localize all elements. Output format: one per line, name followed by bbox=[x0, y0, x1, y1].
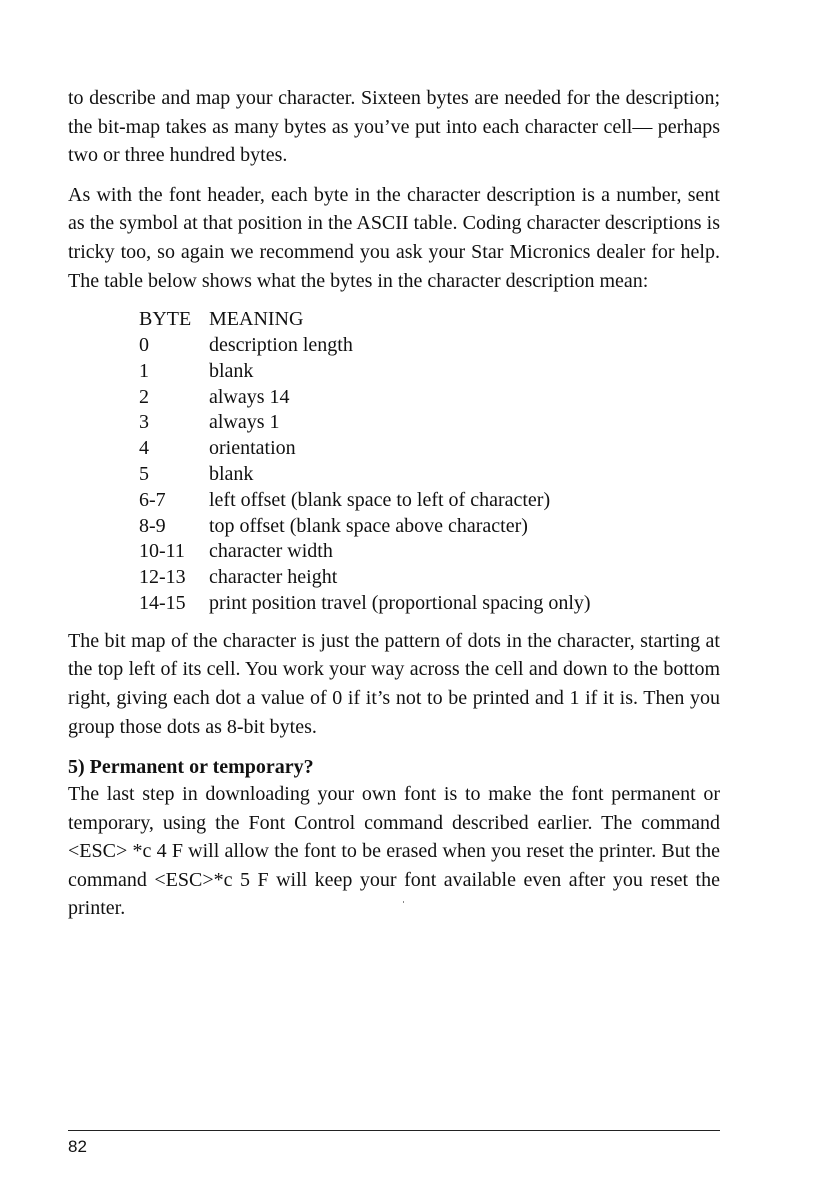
meaning-cell: description length bbox=[209, 333, 353, 356]
byte-cell: 2 bbox=[139, 385, 149, 408]
table-row bbox=[139, 462, 720, 488]
table-row bbox=[139, 539, 720, 565]
byte-cell: 0 bbox=[139, 333, 149, 356]
meaning-cell: always 1 bbox=[209, 411, 280, 434]
intro-paragraph: to describe and map your character. Sixteen bytes are needed for the description; the bit-map takes as many bytes as you’ve put into each character cell— perhaps two or three hundred bytes. bbox=[68, 87, 720, 167]
footer-rule bbox=[68, 1130, 720, 1131]
scan-speck bbox=[403, 901, 404, 903]
table-header bbox=[139, 307, 720, 333]
meaning-cell: character width bbox=[209, 540, 333, 563]
table-row bbox=[139, 333, 720, 359]
table-row bbox=[139, 514, 720, 540]
byte-cell: 5 bbox=[139, 462, 149, 485]
section-heading: 5) Permanent or temporary? bbox=[68, 756, 314, 779]
table-row bbox=[139, 385, 720, 411]
byte-cell: 10-11 bbox=[139, 540, 185, 563]
table-row bbox=[139, 410, 720, 436]
byte-cell: 3 bbox=[139, 411, 149, 434]
meaning-cell: blank bbox=[209, 462, 254, 485]
byte-cell: 12-13 bbox=[139, 566, 186, 589]
byte-column-header: BYTE bbox=[139, 308, 192, 331]
table-row bbox=[139, 591, 720, 617]
table-row bbox=[139, 565, 720, 591]
meaning-cell: blank bbox=[209, 359, 254, 382]
manual-page bbox=[68, 84, 720, 923]
byte-cell: 1 bbox=[139, 359, 149, 382]
permanent-paragraph: The last step in downloading your own font is to make the font permanent or temporary, using the Font Control command described earlier. The command <ESC> *c 4 F will allow the font to be erased when you reset the printer. But the command <ESC>*c 5 F will keep your font available even after you reset the printer. bbox=[68, 783, 720, 920]
byte-cell: 14-15 bbox=[139, 591, 186, 614]
meaning-cell: character height bbox=[209, 566, 338, 589]
byte-meaning-table bbox=[139, 307, 720, 617]
font-header-paragraph: As with the font header, each byte in the character description is a number, sent as the symbol at that position in the ASCII table. Coding character descriptions is tricky too, so again we recommend you ask your Star Micronics dealer for help. The table below shows what the bytes in the character description mean: bbox=[68, 183, 720, 292]
meaning-cell: left offset (blank space to left of character) bbox=[209, 488, 551, 511]
table-row bbox=[139, 488, 720, 514]
meaning-cell: top offset (blank space above character) bbox=[209, 514, 528, 537]
meaning-cell: always 14 bbox=[209, 385, 290, 408]
table-row bbox=[139, 436, 720, 462]
byte-cell: 4 bbox=[139, 437, 149, 460]
byte-cell: 8-9 bbox=[139, 514, 166, 537]
meaning-cell: print position travel (proportional spacing only) bbox=[209, 591, 591, 614]
bitmap-paragraph: The bit map of the character is just the pattern of dots in the character, starting at the top left of its cell. You work your way across the cell and down to the bottom right, giving each dot a value of 0 if it’s not to be printed and 1 if it is. Then you group those dots as 8-bit bytes. bbox=[68, 629, 720, 738]
meaning-column-header: MEANING bbox=[209, 308, 304, 331]
page-number: 82 bbox=[68, 1137, 87, 1156]
byte-cell: 6-7 bbox=[139, 488, 166, 511]
meaning-cell: orientation bbox=[209, 437, 296, 460]
table-row bbox=[139, 359, 720, 385]
